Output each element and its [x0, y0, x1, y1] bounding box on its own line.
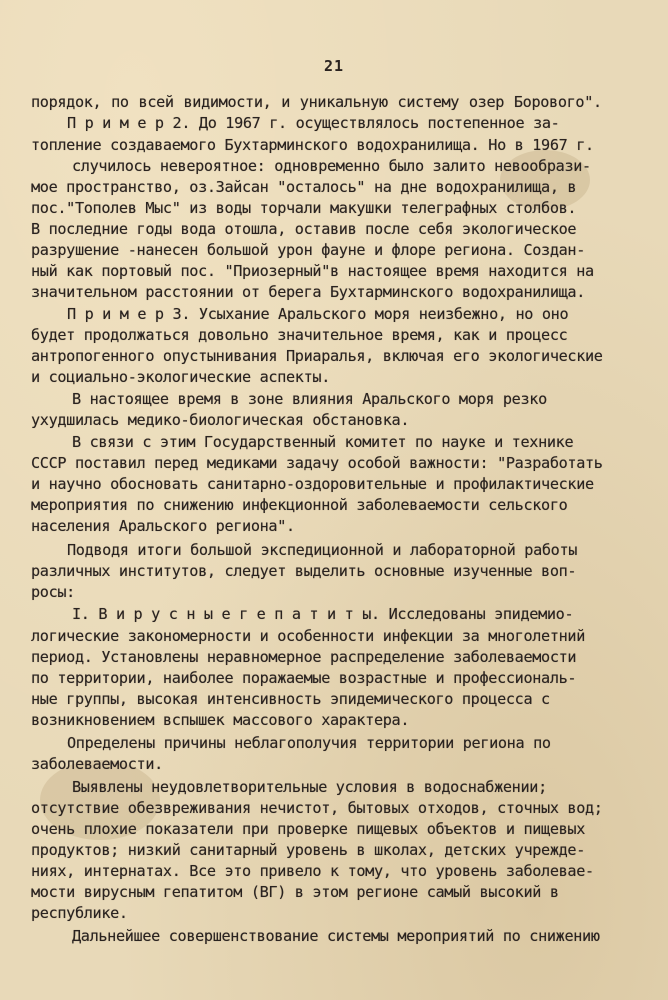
- text-line: по территории, наиболее поражаемые возрастные и профессиональ-: [31, 669, 577, 687]
- text-line: росы:: [31, 583, 75, 601]
- text-line: ухудшилась медико-биологическая обстановка.: [31, 411, 410, 429]
- text-line: ниях, интернатах. Все это привело к тому, что уровень заболевае-: [31, 862, 594, 880]
- text-line: случилось невероятное: одновременно было залито невообрази-: [72, 157, 591, 175]
- text-line: П р и м е р 3. Усыхание Аральского моря неизбежно, но оно: [67, 305, 569, 323]
- text-line: пос."Тополев Мыс" из воды торчали макушки телеграфных столбов.: [31, 199, 577, 217]
- page-number: 21: [323, 57, 345, 75]
- text-line: будет продолжаться довольно значительное время, как и процесс: [31, 326, 568, 344]
- text-line: разрушение -нанесен большой урон фауне и флоре региона. Создан-: [31, 241, 586, 259]
- text-line: Дальнейшее совершенствование системы мероприятий по снижению: [72, 927, 600, 945]
- text-line: значительном расстоянии от берега Бухтарминского водохранилища.: [31, 283, 586, 301]
- text-line: антропогенного опустынивания Приаралья, включая его экологические: [31, 347, 603, 365]
- text-line: В настоящее время в зоне влияния Аральского моря резко: [72, 390, 547, 408]
- text-line: порядок, по всей видимости, и уникальную систему озер Борового".: [31, 93, 602, 111]
- text-line: В связи с этим Государственный комитет по науке и технике: [72, 433, 574, 451]
- text-line: Подводя итоги большой экспедиционной и лабораторной работы: [67, 541, 578, 559]
- text-line: логические закономерности и особенности инфекции за многолетний: [31, 627, 586, 645]
- text-line: различных институтов, следует выделить основные изученные воп-: [31, 562, 577, 580]
- text-line: и социально-экологические аспекты.: [31, 368, 330, 386]
- text-line: возникновением вспышек массового характера.: [31, 711, 410, 729]
- text-line: мое пространство, оз.Зайсан "осталось" на дне водохранилища, в: [31, 178, 577, 196]
- text-line: мероприятия по снижению инфекционной заболеваемости сельского: [31, 496, 568, 514]
- text-line: Выявлены неудовлетворительные условия в водоснабжении;: [72, 778, 547, 796]
- text-line: населения Аральского региона".: [31, 517, 295, 535]
- text-line: П р и м е р 2. До 1967 г. осуществлялось постепенное за-: [67, 114, 560, 132]
- text-line: отсутствие обезвреживания нечистот, бытовых отходов, сточных вод;: [31, 799, 603, 817]
- text-line: период. Установлены неравномерное распределение заболеваемости: [31, 648, 577, 666]
- text-line: мости вирусным гепатитом (ВГ) в этом регионе самый высокий в: [31, 883, 559, 901]
- text-line: продуктов; низкий санитарный уровень в школах, детских учрежде-: [31, 841, 586, 859]
- text-line: и научно обосновать санитарно-оздоровительные и профилактические: [31, 475, 594, 493]
- text-line: республике.: [31, 904, 128, 922]
- text-line: топление создаваемого Бухтарминского водохранилища. Но в 1967 г.: [31, 136, 594, 154]
- text-line: ные группы, высокая интенсивность эпидемического процесса с: [31, 690, 550, 708]
- text-line: Определены причины неблагополучия территории региона по: [67, 734, 551, 752]
- text-line: I. В и р у с н ы е г е п а т и т ы. Исследованы эпидемио-: [72, 605, 574, 623]
- text-line: ный как портовый пос. "Приозерный"в настоящее время находится на: [31, 262, 594, 280]
- text-line: СССР поставил перед медиками задачу особой важности: "Разработать: [31, 454, 603, 472]
- text-line: В последние годы вода отошла, оставив после себя экологическое: [31, 220, 577, 238]
- text-line: заболеваемости.: [31, 755, 163, 773]
- text-line: очень плохие показатели при проверке пищевых объектов и пищевых: [31, 820, 586, 838]
